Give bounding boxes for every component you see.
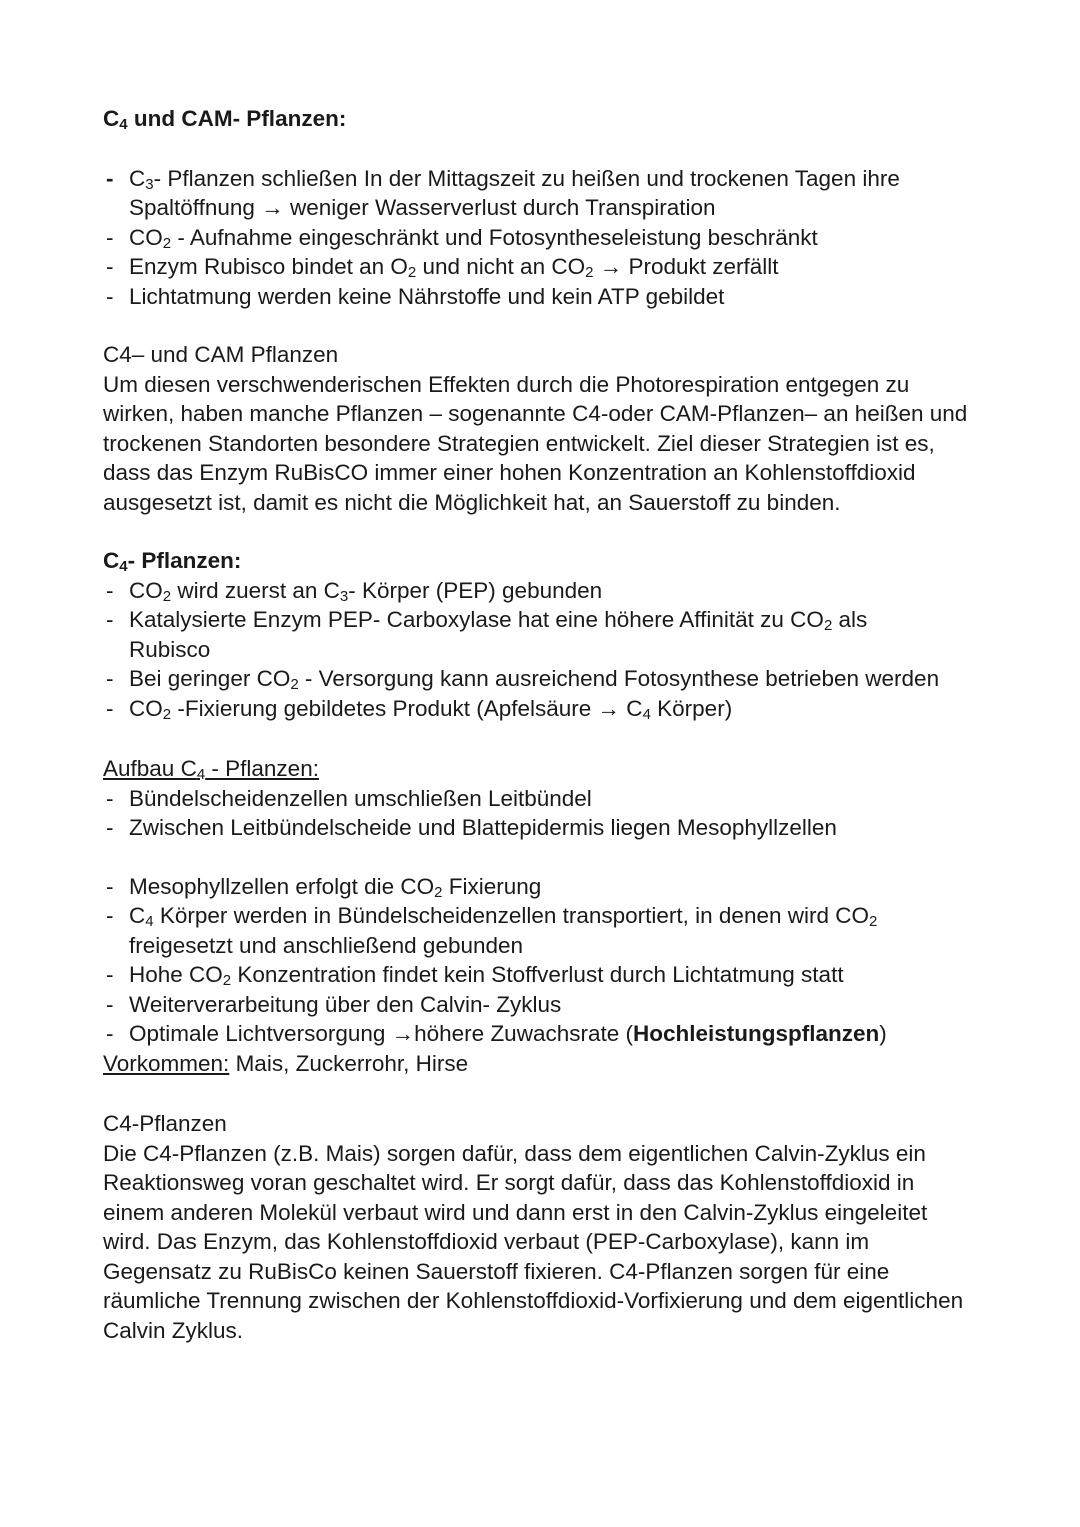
paragraph-photorespiration: Um diesen verschwenderischen Effekten durch die Photorespiration entgegen zu wirken, haben manche Pflanzen – sogenannte C4-oder CAM-Pflanzen– an heißen und trockenen Standorten besondere Strategien entwickelt. Ziel dieser Strategien ist es, dass das Enzym RuBisCO immer einer hohen Konzentration an Kohlenstoffdioxid ausgesetzt ist, damit es nicht die Möglichkeit hat, an Sauerstoff zu binden. xyxy=(103,371,968,515)
list-item: - Mesophyllzellen erfolgt die $CO_2$ Fixierung xyxy=(103,872,943,902)
list-item: - Bei geringer $CO_2$ - Versorgung kann ausreichend Fotosynthese betrieben werden xyxy=(103,664,983,694)
list-item: - Enzym Rubisco bindet an $O_2$ und nicht an $CO_2$ → Produkt zerfällt xyxy=(103,252,963,282)
list-item: - Zwischen Leitbündelscheide und Blattepidermis liegen Mesophyllzellen xyxy=(103,813,983,843)
list-item: - Katalysierte Enzym PEP- Carboxylase hat eine höhere Affinität zu $CO_2$ als Rubisco xyxy=(103,605,929,664)
aufbau-list-1 xyxy=(103,784,983,843)
list-item: - $CO_2$ wird zuerst an $C_3-$ Körper (PEP) gebunden xyxy=(103,576,983,606)
section-heading-c4-pflanzen: $C_4-$ Pflanzen: xyxy=(103,548,242,575)
section-heading-aufbau: Aufbau $C_4$ - Pflanzen: xyxy=(103,756,319,783)
list-item: - $C_3-$ Pflanzen schließen In der Mittagszeit zu heißen und trockenen Tagen ihre Spaltöffnung → weniger Wasserverlust durch Transpiration xyxy=(103,164,963,223)
list-item: - $C_4$ Körper werden in Bündelscheidenzellen transportiert, in denen wird $CO_2$ freigesetzt und anschließend gebunden xyxy=(103,901,943,960)
list-item: - $CO_2$ -Fixierung gebildetes Produkt (Apfelsäure → $C_4$ Körper) xyxy=(103,694,983,724)
aufbau-list-2 xyxy=(103,872,943,1049)
list-item: - Bündelscheidenzellen umschließen Leitbündel xyxy=(103,784,983,814)
vorkommen-line: Vorkommen: Mais, Zuckerrohr, Hirse xyxy=(103,1050,469,1076)
section-title-c4-pflanzen-2: C4-Pflanzen xyxy=(103,1111,227,1136)
section-heading-c4-cam: $C_4$ und CAM- Pflanzen: xyxy=(103,106,347,133)
c4-properties-list xyxy=(103,576,983,724)
list-item: - $CO_2$ - Aufnahme eingeschränkt und Fotosyntheseleistung beschränkt xyxy=(103,223,963,253)
list-item: - Hohe $CO_2$ Konzentration findet kein Stoffverlust durch Lichtatmung statt xyxy=(103,960,943,990)
section-title-c4-cam-pflanzen: C4– und CAM Pflanzen xyxy=(103,342,339,367)
paragraph-c4-explanation: Die C4-Pflanzen (z.B. Mais) sorgen dafür, dass dem eigentlichen Calvin-Zyklus ein Reaktionsweg voran geschaltet wird. Er sorgt dafür, dass das Kohlenstoffdioxid in einem anderen Molekül verbaut wird und dann erst in den Calvin-Zyklus eingeleitet wird. Das Enzym, das Kohlenstoffdioxid verbaut (PEP-Carboxylase), kann im Gegensatz zu RuBisCo keinen Sauerstoff fixieren. C4-Pflanzen sorgen für eine räumliche Trennung zwischen der Kohlenstoffdioxid-Vorfixierung und dem eigentlichen Calvin Zyklus. xyxy=(103,1140,964,1343)
vorkommen-label: Vorkommen: xyxy=(103,1050,230,1076)
list-item: - Lichtatmung werden keine Nährstoffe und kein ATP gebildet xyxy=(103,282,963,312)
list-item: - Optimale Lichtversorgung →höhere Zuwachsrate (Hochleistungspflanzen) xyxy=(103,1019,943,1049)
c3-problem-list xyxy=(103,164,963,312)
list-item: - Weiterverarbeitung über den Calvin- Zyklus xyxy=(103,990,943,1020)
document-page xyxy=(103,104,1003,1345)
